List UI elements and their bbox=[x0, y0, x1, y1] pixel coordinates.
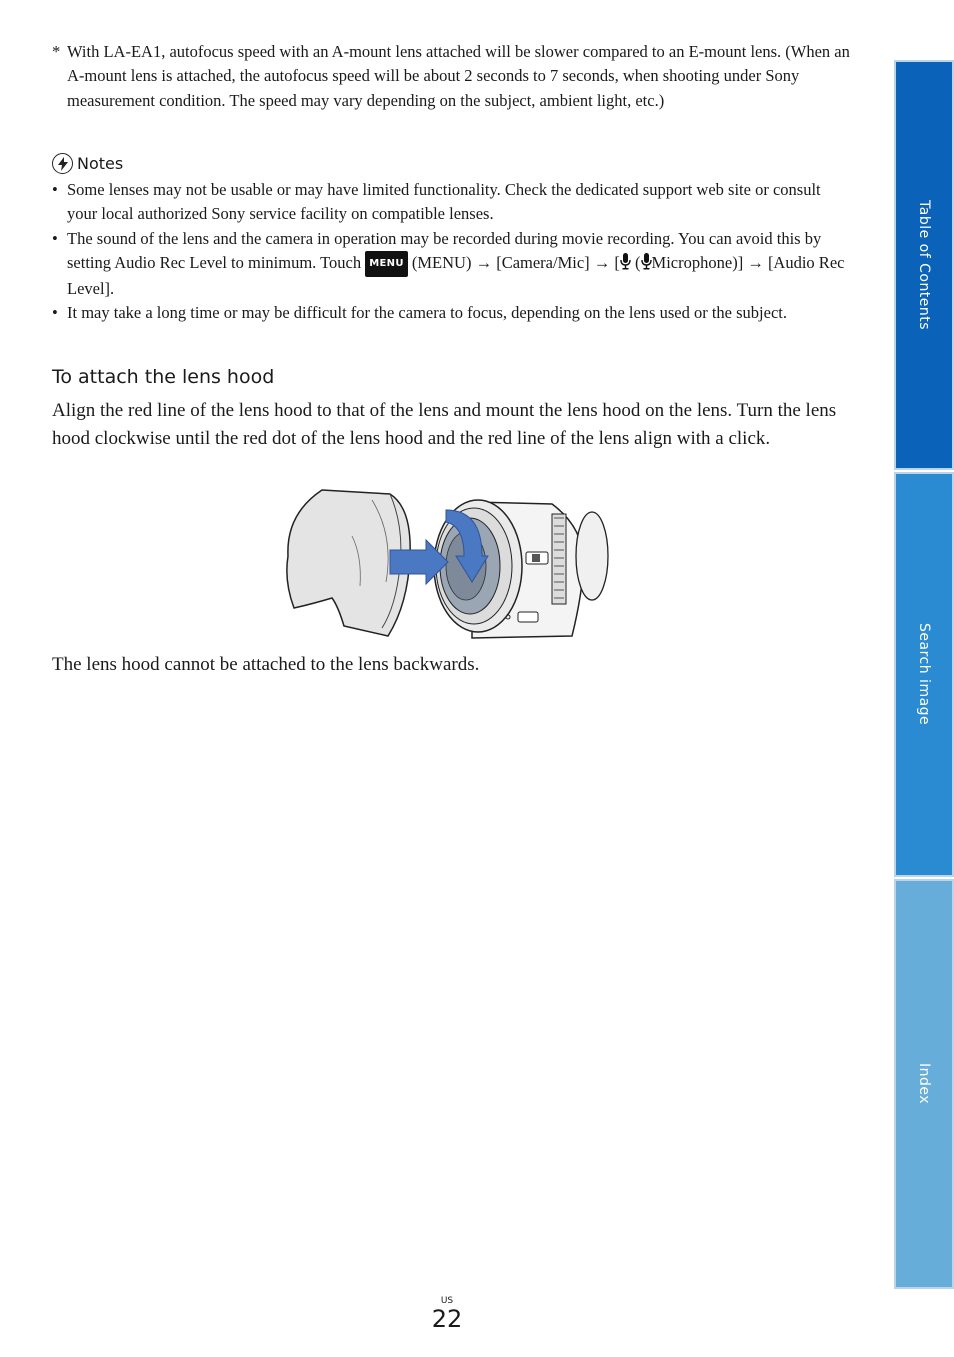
note-text-part: ( bbox=[635, 252, 641, 272]
note-text-part: [Camera/Mic] bbox=[496, 252, 590, 272]
bullet: • bbox=[52, 180, 58, 199]
tab-table-of-contents[interactable] bbox=[894, 60, 954, 470]
tab-label: Table of Contents bbox=[916, 199, 932, 331]
note-text-part: The sound of the lens and the camera in operation may be recorded during movie recording. You can avoid this by setting Audio Rec Level to minimum. Touch bbox=[67, 228, 822, 272]
tab-label: Search image bbox=[916, 623, 932, 726]
tab-search-image[interactable] bbox=[894, 472, 954, 877]
arrow-icon: → bbox=[475, 252, 493, 272]
note-text: It may take a long time or may be difficult for the camera to focus, depending on the lens used or the subject. bbox=[67, 303, 787, 323]
bullet: • bbox=[52, 228, 58, 248]
page-number bbox=[0, 1296, 894, 1332]
page-number-value: 22 bbox=[431, 1305, 463, 1333]
menu-button-icon: MENU bbox=[365, 251, 407, 277]
section-heading: To attach the lens hood bbox=[52, 366, 275, 388]
footnote-text: With LA-EA1, autofocus speed with an A-mount lens attached will be slower compared to an E-mount lens. (When an A-mount lens is attached, the autofocus speed will be about 2 seconds to 7 seconds, when shooting under Sony measurement condition. The speed may vary depending on the subject, ambient light, etc.) bbox=[67, 42, 850, 110]
note-text-part: [Audio Rec Level]. bbox=[67, 252, 845, 299]
section-body: Align the red line of the lens hood to that of the lens and mount the lens hood on the lens. Turn the lens hood clockwise until the red dot of the lens hood and the red line of the lens align with a click. bbox=[52, 400, 837, 449]
note-text-part: Microphone)] bbox=[651, 252, 744, 272]
microphone-icon bbox=[620, 253, 631, 277]
note-item bbox=[52, 178, 852, 227]
notes-list bbox=[52, 178, 852, 326]
bullet: • bbox=[52, 303, 58, 323]
arrow-icon: → bbox=[593, 252, 611, 272]
footnote bbox=[52, 40, 852, 113]
microphone-icon bbox=[641, 253, 652, 277]
notes-heading-label: Notes bbox=[77, 154, 124, 173]
notes-heading bbox=[52, 153, 123, 174]
lens-hood-illustration bbox=[282, 486, 612, 651]
note-item bbox=[52, 301, 852, 325]
page-region: US bbox=[440, 1296, 454, 1306]
section-caption: The lens hood cannot be attached to the lens backwards. bbox=[52, 654, 480, 675]
notes-warning-icon bbox=[52, 153, 73, 174]
note-text: Some lenses may not be usable or may have limited functionality. Check the dedicated support web site or consult your local authorized Sony service facility on compatible lenses. bbox=[67, 180, 821, 224]
note-item bbox=[52, 227, 852, 302]
footnote-mark: * bbox=[52, 42, 61, 61]
arrow-icon: → bbox=[747, 252, 764, 272]
tab-label: Index bbox=[916, 1063, 932, 1105]
tab-index[interactable] bbox=[894, 879, 954, 1289]
note-text-part: [ bbox=[614, 252, 620, 272]
note-text-part: (MENU) bbox=[411, 252, 472, 272]
